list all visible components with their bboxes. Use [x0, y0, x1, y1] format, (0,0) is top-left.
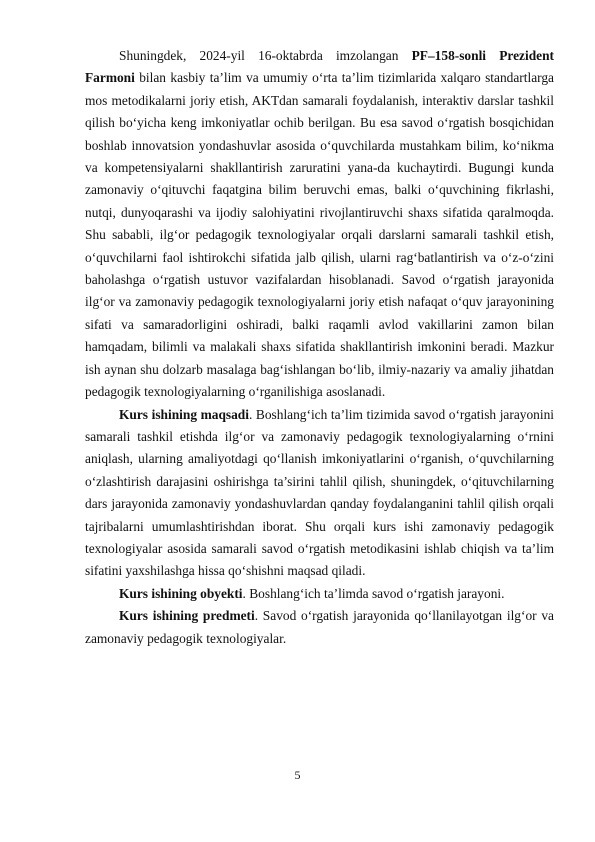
paragraph-text: bilan kasbiy ta’lim va umumiy o‘rta ta’lim tizimlarida xalqaro standartlarga mos metodikalarni joriy etish, AKTdan samarali foydalanish, interaktiv darslar tashkil qilish bo‘yicha keng imkoniyatlar ochib berilgan. Bu esa savod o‘rgatish bosqichidan boshlab innovatsion yondashuvlar asosida o‘quvchilarda mustahkam bilim, ko‘nikma va kompetensiyalarni shakllantirish zaruratini yana-da kuchaytirdi. Bugungi kunda zamonaviy o‘qituvchi faqatgina bilim beruvchi emas, balki o‘quvchining fikrlashi, nutqi, dunyoqarashi va ijodiy salohiyatini rivojlantiruvchi shaxs sifatida qaralmoqda. Shu sababli, ilg‘or pedagogik texnologiyalar orqali darslarni samarali tashkil etish, o‘quvchilarni faol ishtirokchi sifatida jalb qilish, ularni rag‘batlantirish va o‘z-o‘zini baholashga o‘rgatish ustuvor vazifalardan hisoblanadi. Savod o‘rgatish jarayonida ilg‘or va zamonaviy pedagogik texnologiyalarni joriy etish nafaqat o‘quv jarayonining sifati va samaradorligini oshiradi, balki raqamli avlod vakillarini zamon bilan hamqadam, bilimli va malakali shaxs sifatida shakllantirish imkonini beradi. Mazkur ish aynan shu dolzarb masalaga bag‘ishlangan bo‘lib, ilmiy-nazariy va amaliy jihatdan pedagogik texnologiyalarning o‘rganilishiga asoslanadi. — [85, 70, 554, 400]
goal-heading: Kurs ishining maqsadi — [119, 406, 249, 422]
paragraph-text: . Savod o‘rgatish jarayonida qo‘llanilayotgan ilg‘or va zamonaviy pedagogik texnologiyalar. — [85, 608, 554, 646]
object-heading: Kurs ishining obyekti — [119, 585, 243, 601]
paragraph-text: Shuningdek, 2024-yil 16-oktabrda imzolangan — [119, 48, 412, 63]
paragraph-goal — [85, 404, 554, 583]
paragraph-text: . Boshlang‘ich ta’limda savod o‘rgatish jarayoni. — [242, 585, 505, 601]
paragraph-decree — [85, 45, 554, 404]
document-body — [85, 45, 554, 650]
paragraph-subject — [85, 605, 554, 650]
page-number: 5 — [294, 768, 301, 782]
paragraph-text: . Boshlang‘ich ta’lim tizimida savod o‘rgatish jarayonini samarali tashkil etishda ilg‘or va zamonaviy pedagogik texnologiyalarning o‘rnini aniqlash, ularning amaliyotdagi qo‘llanish imkoniyatlarini o‘rganish, o‘quvchilarning o‘zlashtirish darajasini oshirishga ta’sirini tahlil qilish, shuningdek, o‘qituvchilarning dars jarayonida zamonaviy yondashuvlardan qanday foydalanganini tahlil qilish orqali tajribalarni umumlashtirishdan iborat. Shu orqali kurs ishi zamonaviy pedagogik texnologiyalar asosida samarali savod o‘rgatish metodikasini ishlab chiqish va ta’lim sifatini yaxshilashga hissa qo‘shishni maqsad qiladi. — [85, 406, 554, 579]
subject-heading: Kurs ishining predmeti — [119, 608, 255, 624]
decree-title: PF–158-sonli Prezident Farmoni — [85, 48, 554, 86]
paragraph-object — [85, 583, 554, 605]
